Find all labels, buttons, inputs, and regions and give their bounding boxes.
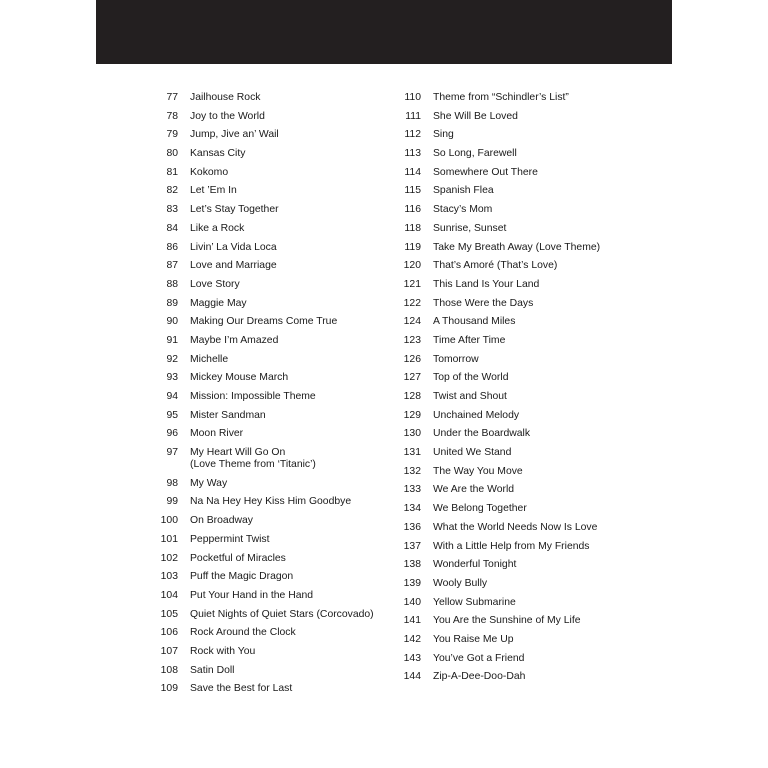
song-title-text: Put Your Hand in the Hand <box>190 589 314 601</box>
page-number: 111 <box>405 110 421 122</box>
page-number: 107 <box>160 645 178 657</box>
page-number: 82 <box>166 185 178 197</box>
song-title <box>421 354 479 366</box>
header-bar <box>96 0 672 64</box>
toc-entry <box>96 627 396 639</box>
page-number: 118 <box>404 222 421 234</box>
page-number: 134 <box>403 503 421 515</box>
toc-entry <box>355 541 672 553</box>
song-title-text: Maggie May <box>190 297 247 309</box>
song-title <box>421 522 597 534</box>
toc-entry <box>96 553 396 565</box>
page-number: 104 <box>160 589 178 601</box>
song-title-text: Michelle <box>190 353 229 365</box>
page-number: 115 <box>404 185 421 197</box>
song-title-text: Mission: Impossible Theme <box>190 391 316 402</box>
toc-entry <box>355 316 672 328</box>
song-title <box>421 148 517 160</box>
toc-entry <box>96 496 396 508</box>
toc-entry <box>96 428 396 440</box>
toc-entry <box>355 354 672 366</box>
song-title-text: The Way You Move <box>433 465 523 477</box>
song-title-text: Jump, Jive an’ Wail <box>190 129 279 141</box>
song-title <box>178 111 265 123</box>
song-title-text: Somewhere Out There <box>433 166 538 178</box>
song-title <box>178 571 293 583</box>
toc-entry <box>355 522 672 534</box>
page-number: 133 <box>403 484 421 496</box>
song-title-text: Moon River <box>190 428 244 440</box>
toc-entry <box>355 223 672 235</box>
song-title <box>421 653 524 665</box>
song-title-text: Twist and Shout <box>433 391 507 402</box>
page-number: 108 <box>160 664 178 676</box>
song-title-text: Spanish Flea <box>433 185 494 197</box>
toc-entry <box>96 111 396 123</box>
song-title <box>421 372 508 384</box>
song-title <box>178 92 260 104</box>
page-number: 87 <box>166 260 178 272</box>
song-title <box>178 372 288 384</box>
song-title <box>421 428 530 440</box>
song-title-text: Love and Marriage <box>190 260 277 272</box>
toc-entry <box>96 223 396 235</box>
toc-entry <box>355 111 672 123</box>
page-number: 142 <box>403 633 421 645</box>
page-number: 83 <box>166 204 178 216</box>
page-number: 77 <box>166 92 178 103</box>
song-title <box>421 242 600 254</box>
song-title-text: Like a Rock <box>190 222 245 234</box>
page-number: 97 <box>166 447 178 459</box>
toc-entry <box>355 653 672 665</box>
song-title <box>178 242 277 254</box>
song-title-text: Zip-A-Dee-Doo-Dah <box>433 671 526 683</box>
page-number: 121 <box>403 278 421 290</box>
song-title <box>421 578 487 590</box>
song-title <box>178 534 270 546</box>
song-title-text: Time After Time <box>433 334 506 346</box>
toc-entry <box>96 298 396 310</box>
page-number: 128 <box>403 391 421 402</box>
song-title <box>421 279 539 291</box>
toc-entry <box>355 634 672 646</box>
toc-entry <box>355 129 672 141</box>
page-number: 123 <box>403 334 421 346</box>
song-title-text: A Thousand Miles <box>433 316 516 328</box>
page-number: 136 <box>403 521 421 533</box>
page-number: 94 <box>166 391 178 402</box>
toc-entry <box>96 410 396 422</box>
toc-entry <box>96 683 396 695</box>
song-title-text: Stacy’s Mom <box>433 204 493 216</box>
song-title <box>421 615 581 627</box>
song-title-text: Tomorrow <box>433 353 479 365</box>
toc-entry <box>96 316 396 328</box>
song-title <box>178 167 228 179</box>
page-number: 114 <box>404 166 421 178</box>
song-title <box>178 627 296 639</box>
toc-entry <box>355 615 672 627</box>
song-title-text: Livin’ La Vida Loca <box>190 241 277 253</box>
page-number: 127 <box>403 372 421 384</box>
song-title-text: So Long, Farewell <box>433 148 517 160</box>
toc-entry <box>96 534 396 546</box>
toc-entry <box>355 466 672 478</box>
song-title-text: Jailhouse Rock <box>190 92 261 103</box>
page-number: 84 <box>166 222 178 234</box>
song-title-text: My Heart Will Go On <box>190 447 286 459</box>
page-number: 79 <box>166 129 178 141</box>
song-title-text: Kansas City <box>190 148 246 160</box>
song-title-text: Na Na Hey Hey Kiss Him Goodbye <box>190 496 352 508</box>
song-title-text: Rock with You <box>190 645 256 657</box>
page-number: 91 <box>166 334 178 346</box>
song-title-text: You’ve Got a Friend <box>433 652 525 664</box>
page-number: 110 <box>404 92 421 103</box>
toc-entry <box>96 665 396 677</box>
toc-entry <box>355 597 672 609</box>
page-number: 93 <box>166 372 178 384</box>
song-title <box>178 683 292 695</box>
toc-right-column <box>355 92 672 690</box>
toc-entry <box>96 148 396 160</box>
page-number: 120 <box>403 260 421 272</box>
song-title <box>178 129 279 141</box>
song-title-text: On Broadway <box>190 515 253 527</box>
song-title-text: Maybe I’m Amazed <box>190 334 279 346</box>
song-title <box>421 541 589 553</box>
song-title <box>178 478 227 490</box>
page-number: 131 <box>403 447 421 459</box>
song-title <box>178 223 244 235</box>
toc-entry <box>96 204 396 216</box>
page-number: 80 <box>166 148 178 160</box>
toc-entry <box>355 335 672 347</box>
toc-entry <box>96 279 396 291</box>
toc-entry <box>96 242 396 254</box>
page-number: 140 <box>403 596 421 608</box>
page-number: 98 <box>166 477 178 489</box>
toc-entry <box>355 298 672 310</box>
song-title <box>178 316 337 328</box>
page-number: 139 <box>403 577 421 589</box>
song-title <box>421 410 519 422</box>
song-title-text: Satin Doll <box>190 664 235 676</box>
page-number: 88 <box>166 278 178 290</box>
toc-entry <box>96 646 396 658</box>
song-title-text: Save the Best for Last <box>190 683 293 695</box>
toc-entry <box>355 503 672 515</box>
page-number: 86 <box>166 241 178 253</box>
song-title <box>421 92 569 104</box>
song-title <box>178 646 255 658</box>
toc-entry <box>355 484 672 496</box>
song-title-text: Joy to the World <box>190 110 265 122</box>
song-title <box>421 167 538 179</box>
page-number: 95 <box>166 409 178 421</box>
song-title <box>421 111 518 123</box>
song-title-text: This Land Is Your Land <box>433 278 540 290</box>
song-title-text: Puff the Magic Dragon <box>190 571 294 583</box>
toc-entry <box>96 609 396 621</box>
toc-entry <box>355 260 672 272</box>
toc-entry <box>96 260 396 272</box>
song-title <box>178 204 279 216</box>
song-title-text: Pocketful of Miracles <box>190 552 286 564</box>
toc-entry <box>96 571 396 583</box>
toc-entry <box>96 335 396 347</box>
song-title-text: You Raise Me Up <box>433 633 514 645</box>
song-title-text: Sing <box>433 129 454 141</box>
song-title-text: Sunrise, Sunset <box>433 222 507 234</box>
toc-left-column <box>96 92 396 702</box>
page-number: 141 <box>403 615 421 627</box>
song-title <box>421 223 506 235</box>
song-title-text: Let ’Em In <box>190 185 237 197</box>
song-title <box>178 609 374 621</box>
song-title-text: Wooly Bully <box>433 577 488 589</box>
song-title <box>178 515 253 527</box>
song-title <box>178 279 240 291</box>
page-number: 100 <box>160 515 178 527</box>
toc-entry <box>96 167 396 179</box>
song-title-text: Rock Around the Clock <box>190 627 296 639</box>
toc-entry <box>96 391 396 403</box>
toc-entry <box>355 671 672 683</box>
toc-entry <box>355 372 672 384</box>
song-title <box>178 148 245 160</box>
song-title-subtitle: (Love Theme from ‘Titanic’) <box>190 459 316 471</box>
song-title <box>178 553 286 565</box>
song-title-text: Wonderful Tonight <box>433 559 517 571</box>
song-title <box>421 447 511 459</box>
song-title <box>421 298 533 310</box>
toc-entry <box>355 447 672 459</box>
page-number: 92 <box>166 353 178 365</box>
song-title <box>421 335 505 347</box>
song-title-text: My Way <box>190 477 228 489</box>
song-title-text: We Are the World <box>433 484 515 496</box>
toc-entry <box>96 129 396 141</box>
song-title <box>178 410 266 422</box>
page-number: 96 <box>166 428 178 440</box>
page-number: 144 <box>403 671 421 683</box>
page-number: 101 <box>160 533 178 545</box>
song-title <box>421 671 525 683</box>
page-number: 90 <box>166 316 178 328</box>
song-title-text: You Are the Sunshine of My Life <box>433 615 581 627</box>
song-title-text: Under the Boardwalk <box>433 428 531 440</box>
song-title <box>421 503 527 515</box>
song-title-text: Theme from “Schindler’s List” <box>433 92 569 103</box>
page-number: 106 <box>160 627 178 639</box>
toc-entry <box>355 279 672 291</box>
song-title <box>421 484 514 496</box>
song-title <box>178 298 247 310</box>
song-title-text: Peppermint Twist <box>190 533 270 545</box>
page-number: 137 <box>403 540 421 552</box>
toc-entry <box>96 354 396 366</box>
song-title-text: Quiet Nights of Quiet Stars (Corcovado) <box>190 608 374 620</box>
toc-entry <box>355 185 672 197</box>
page-number: 109 <box>160 683 178 695</box>
toc-entry <box>355 428 672 440</box>
page-number: 143 <box>403 652 421 664</box>
page-number: 116 <box>404 204 421 216</box>
toc-entry <box>355 204 672 216</box>
toc-entry <box>355 167 672 179</box>
page-number: 132 <box>403 465 421 477</box>
page-number: 126 <box>403 353 421 365</box>
document-page <box>96 0 672 768</box>
song-title <box>421 129 454 141</box>
page-number: 122 <box>403 297 421 309</box>
song-title <box>178 391 316 403</box>
song-title <box>421 391 507 403</box>
page-number: 112 <box>404 129 421 141</box>
toc-entry <box>355 410 672 422</box>
song-title <box>421 204 492 216</box>
song-title-text: Unchained Melody <box>433 409 520 421</box>
toc-entry <box>96 185 396 197</box>
song-title <box>421 316 515 328</box>
toc-entry <box>355 148 672 160</box>
page-number: 99 <box>166 496 178 508</box>
song-title-text: Take My Breath Away (Love Theme) <box>433 241 601 253</box>
song-title-text: Yellow Submarine <box>433 596 516 608</box>
song-title <box>421 597 516 609</box>
toc-entry <box>355 242 672 254</box>
song-title-text: Mister Sandman <box>190 409 266 421</box>
song-title <box>178 590 313 602</box>
page-number: 78 <box>166 110 178 122</box>
toc-entry <box>96 478 396 490</box>
toc-entry <box>355 92 672 104</box>
song-title-text: Love Story <box>190 278 240 290</box>
toc-entry <box>355 559 672 571</box>
page-number: 119 <box>404 241 421 253</box>
page-number: 124 <box>403 316 421 328</box>
song-title-text: We Belong Together <box>433 503 527 515</box>
song-title <box>421 559 516 571</box>
page-number: 81 <box>166 166 178 178</box>
page-number: 103 <box>160 571 178 583</box>
song-title <box>178 335 278 347</box>
song-title <box>178 496 351 508</box>
toc-entry <box>96 590 396 602</box>
song-title-text: With a Little Help from My Friends <box>433 540 590 552</box>
toc-entry <box>355 391 672 403</box>
song-title <box>178 260 277 272</box>
toc-entry <box>96 92 396 104</box>
page-number: 113 <box>404 148 421 160</box>
page-number: 129 <box>403 409 421 421</box>
song-title-text: She Will Be Loved <box>433 110 518 122</box>
song-title-text: What the World Needs Now Is Love <box>433 521 598 533</box>
song-title-text: Mickey Mouse March <box>190 372 289 384</box>
page-number: 138 <box>403 559 421 571</box>
song-title <box>421 260 557 272</box>
song-title-text: Those Were the Days <box>433 297 534 309</box>
page-number: 102 <box>160 552 178 564</box>
song-title <box>178 447 316 471</box>
page-number: 89 <box>166 297 178 309</box>
song-title <box>178 665 234 677</box>
song-title <box>421 466 523 478</box>
song-title <box>421 185 494 197</box>
song-title <box>421 634 513 646</box>
toc-entry <box>96 372 396 384</box>
song-title-text: Let’s Stay Together <box>190 204 279 216</box>
page-number: 105 <box>160 608 178 620</box>
page-number: 130 <box>403 428 421 440</box>
song-title-text: Top of the World <box>433 372 509 384</box>
toc-entry <box>355 578 672 590</box>
toc-entry <box>96 447 396 471</box>
song-title-text: That’s Amoré (That’s Love) <box>433 260 558 272</box>
song-title-text: United We Stand <box>433 447 512 459</box>
song-title <box>178 354 228 366</box>
song-title <box>178 185 237 197</box>
song-title <box>178 428 243 440</box>
toc-entry <box>96 515 396 527</box>
song-title-text: Making Our Dreams Come True <box>190 316 338 328</box>
song-title-text: Kokomo <box>190 166 229 178</box>
